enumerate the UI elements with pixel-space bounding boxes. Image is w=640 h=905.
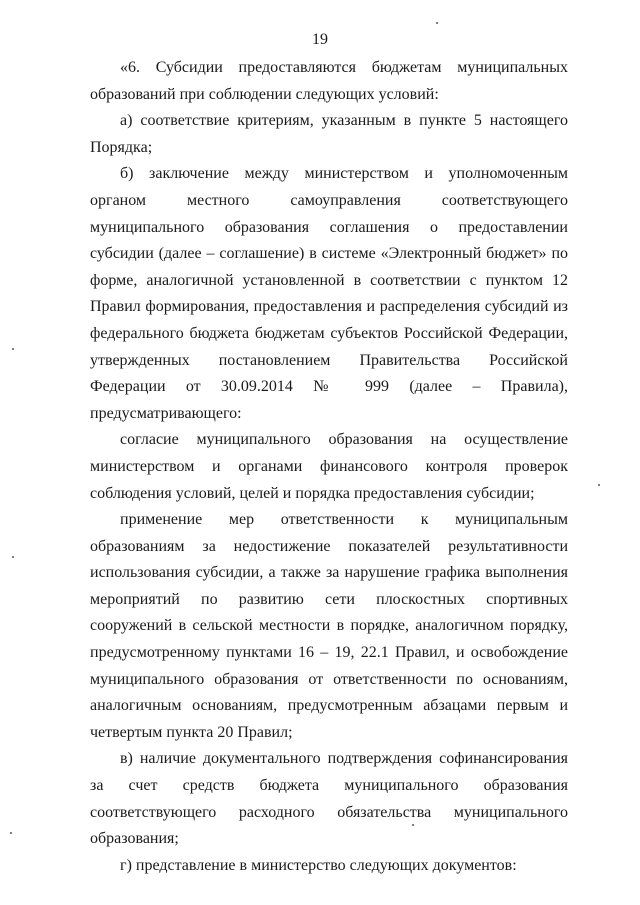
page-number: 19 bbox=[312, 31, 328, 48]
scan-speck bbox=[12, 348, 14, 350]
scan-speck bbox=[12, 556, 14, 558]
paragraph-item-6: «6. Субсидии предоставляются бюджетам муниципальных образований при соблюдении следующих условий: bbox=[90, 59, 568, 103]
document-body bbox=[90, 55, 568, 879]
paragraph-condition-g: г) представление в министерство следующих документов: bbox=[120, 856, 517, 874]
scan-speck bbox=[412, 824, 414, 826]
scan-speck bbox=[436, 22, 438, 24]
paragraph-consent: согласие муниципального образования на осуществление министерством и органами финансового контроля проверок соблюдения условий, целей и порядка предоставления субсидии; bbox=[90, 431, 568, 502]
paragraph-condition-b: б) заключение между министерством и уполномоченным органом местного самоуправления соответствующего муниципального образования соглашения о предоставлении субсидии (далее – соглашение) в системе «Электронный бюджет» по форме, аналогичной установленной в соответствии с пунктом 12 Правил формирования, предоставления и распределения субсидий из федерального бюджета бюджетам субъектов Российской Федерации, утвержденных постановлением Правительства Российской Федерации от 30.09.2014 № 999 (далее – Правила), предусматривающего: bbox=[90, 165, 568, 422]
paragraph-liability: применение мер ответственности к муниципальным образованиям за недостижение показателей результативности использования субсидии, а также за нарушение графика выполнения мероприятий по развитию сети плоскостных спортивных сооружений в сельской местности в порядке, аналогичном порядку, предусмотренному пунктами 16 – 19, 22.1 Правил, и освобождение муниципального образования от ответственности по основаниям, аналогичным основаниям, предусмотренным абзацами первым и четвертым пункта 20 Правил; bbox=[90, 511, 568, 741]
scan-speck bbox=[10, 832, 12, 834]
scan-speck bbox=[598, 484, 600, 486]
paragraph-condition-v: в) наличие документального подтверждения софинансирования за счет средств бюджета муниципального образования соответствующего расходного обязательства муниципального образования; bbox=[90, 750, 568, 848]
paragraph-condition-a: а) соответствие критериям, указанным в пункте 5 настоящего Порядка; bbox=[90, 112, 568, 156]
